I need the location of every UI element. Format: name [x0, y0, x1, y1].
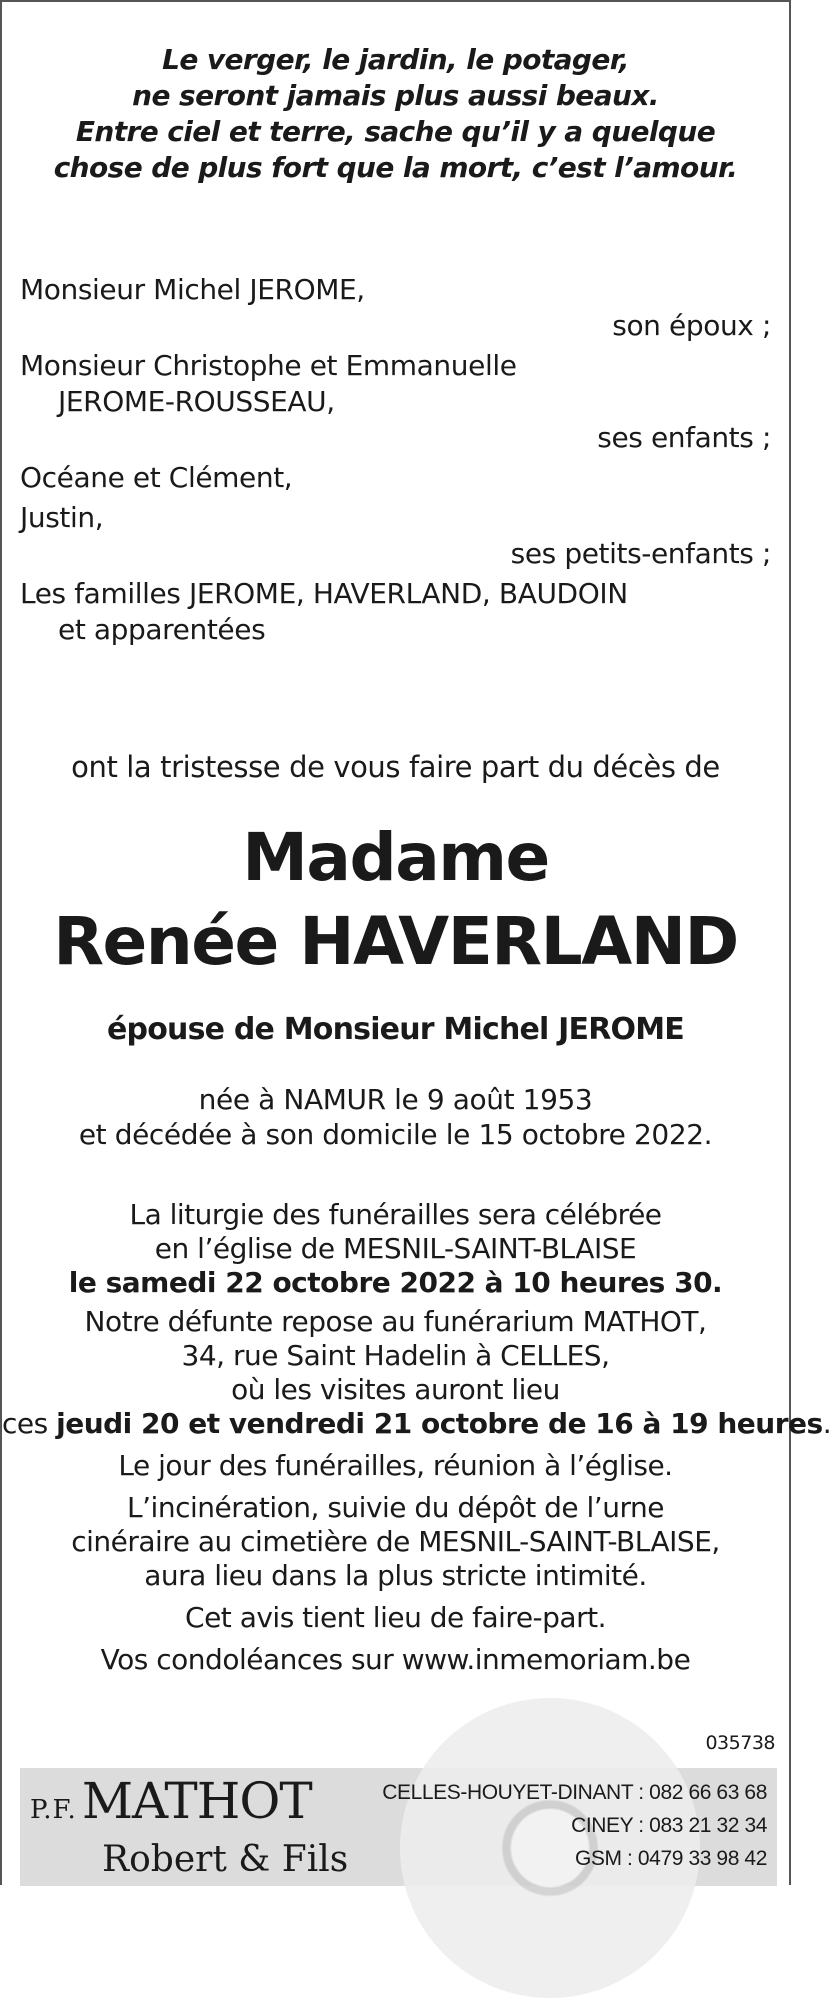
visiting-hours: ces jeudi 20 et vendredi 21 octobre de 16 à 19 heures.	[2, 1407, 831, 1440]
family-relation: son époux ;	[612, 309, 771, 342]
family-relation: ses enfants ;	[597, 421, 771, 454]
service-line: Le jour des funérailles, réunion à l’église.	[118, 1449, 673, 1482]
deceased-fullname: Renée HAVERLAND	[53, 903, 738, 980]
announcement-intro: ont la tristesse de vous faire part du décès de	[71, 750, 720, 784]
logo-brand: MATHOT	[81, 1772, 312, 1830]
condolences-line: Vos condoléances sur www.inmemoriam.be	[100, 1643, 691, 1676]
birth-death-info	[2, 1082, 789, 1152]
service-line: où les visites auront lieu	[231, 1373, 560, 1406]
family-line: et apparentées	[58, 613, 266, 646]
deceased-title: Madame	[242, 819, 549, 896]
contact-line: CELLES-HOUYET-DINANT : 082 66 63 68	[382, 1781, 767, 1804]
logo-prefix: P.F.	[30, 1795, 77, 1825]
death-line: et décédée à son domicile le 15 octobre 2022.	[78, 1118, 713, 1151]
family-list	[20, 272, 771, 648]
contact-numbers	[382, 1776, 767, 1875]
family-line: Océane et Clément,	[20, 461, 293, 494]
service-line: Notre défunte repose au funérarium MATHOT,	[84, 1305, 707, 1338]
family-line: Les familles JEROME, HAVERLAND, BAUDOIN	[20, 577, 628, 610]
family-line: Monsieur Christophe et Emmanuelle	[20, 349, 517, 382]
service-line: en l’église de MESNIL-SAINT-BLAISE	[154, 1232, 637, 1265]
poem-line: ne seront jamais plus aussi beaux.	[132, 79, 659, 112]
poem-line: chose de plus fort que la mort, c’est l’amour.	[53, 151, 738, 184]
service-line: L’incinération, suivie du dépôt de l’urne	[127, 1491, 664, 1524]
service-line: 34, rue Saint Hadelin à CELLES,	[181, 1339, 610, 1372]
poem-line: Le verger, le jardin, le potager,	[162, 43, 629, 76]
logo-subtitle: Robert & Fils	[102, 1839, 349, 1880]
contact-line: GSM : 0479 33 98 42	[574, 1847, 767, 1870]
birth-line: née à NAMUR le 9 août 1953	[198, 1083, 593, 1116]
spouse-line: épouse de Monsieur Michel JEROME	[107, 1012, 684, 1047]
poem	[2, 42, 789, 186]
funeral-home-footer	[20, 1768, 777, 1886]
service-line: cinéraire au cimetière de MESNIL-SAINT-BLAISE,	[71, 1525, 720, 1558]
service-line: La liturgie des funérailles sera célébrée	[129, 1198, 662, 1231]
family-line: Monsieur Michel JEROME,	[20, 273, 365, 306]
family-line: Justin,	[20, 501, 104, 534]
reference-number: 035738	[705, 1732, 775, 1754]
contact-line: CINEY : 083 21 32 34	[571, 1814, 767, 1837]
service-details	[2, 1198, 831, 1677]
deceased-name	[2, 816, 789, 984]
poem-line: Entre ciel et terre, sache qu’il y a quelque	[75, 115, 716, 148]
family-line: JEROME-ROUSSEAU,	[58, 385, 335, 418]
service-line: Cet avis tient lieu de faire-part.	[185, 1601, 606, 1634]
service-date: le samedi 22 octobre 2022 à 10 heures 30.	[68, 1266, 723, 1299]
family-relation: ses petits-enfants ;	[510, 537, 771, 570]
funeral-home-logo	[30, 1774, 348, 1880]
service-line: aura lieu dans la plus stricte intimité.	[144, 1559, 647, 1592]
